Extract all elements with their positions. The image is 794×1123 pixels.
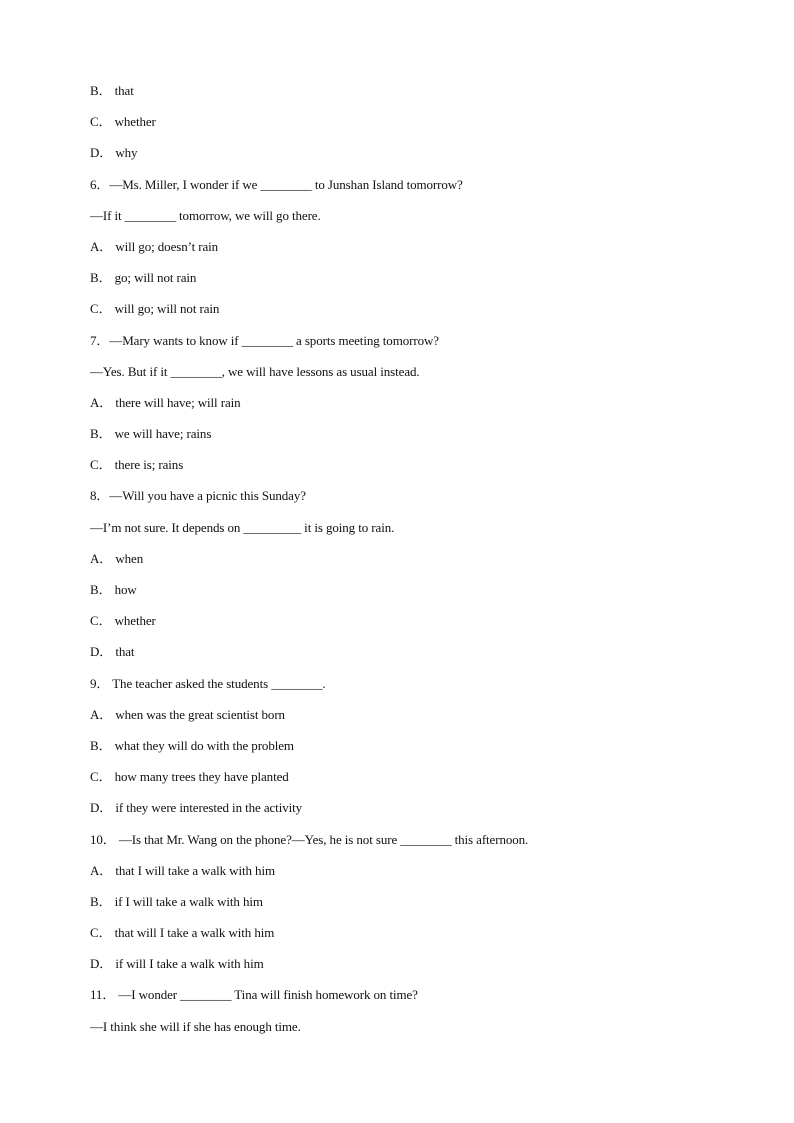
option-b-q7: B． we will have; rains <box>90 426 212 442</box>
question-8-reply: —I’m not sure. It depends on _________ it is going to rain. <box>90 519 395 535</box>
question-10-prompt: 10． —Is that Mr. Wang on the phone?—Yes, he is not sure ________ this afternoon. <box>90 831 529 847</box>
option-a-q7: A． there will have; will rain <box>90 394 241 410</box>
option-c-q5: C． whether <box>90 114 156 130</box>
question-8-prompt: 8．—Will you have a picnic this Sunday? <box>90 488 306 504</box>
question-list <box>90 82 730 1049</box>
option-b-q6: B． go; will not rain <box>90 270 197 286</box>
question-6-reply: —If it ________ tomorrow, we will go there. <box>90 207 321 223</box>
option-a-q10: A． that I will take a walk with him <box>90 862 275 878</box>
option-c-q10: C． that will I take a walk with him <box>90 925 275 941</box>
question-7-prompt: 7．—Mary wants to know if ________ a sports meeting tomorrow? <box>90 332 439 348</box>
option-b-q10: B． if I will take a walk with him <box>90 893 263 909</box>
option-a-q8: A． when <box>90 550 144 566</box>
option-d-q10: D． if will I take a walk with him <box>90 956 264 972</box>
question-6-prompt: 6．—Ms. Miller, I wonder if we ________ to Junshan Island tomorrow? <box>90 176 463 192</box>
option-c-q7: C． there is; rains <box>90 457 184 473</box>
question-7-reply: —Yes. But if it ________, we will have lessons as usual instead. <box>90 363 420 379</box>
option-d-q9: D． if they were interested in the activity <box>90 800 303 816</box>
option-a-q9: A． when was the great scientist born <box>90 706 285 722</box>
option-d-q8: D． that <box>90 644 135 660</box>
option-b-q9: B． what they will do with the problem <box>90 737 294 753</box>
option-c-q8: C． whether <box>90 613 156 629</box>
option-d-q5: D． why <box>90 145 138 161</box>
question-11-prompt: 11． —I wonder ________ Tina will finish homework on time? <box>90 987 418 1003</box>
question-9-prompt: 9． The teacher asked the students ________. <box>90 675 326 691</box>
question-11-reply: —I think she will if she has enough time. <box>90 1018 301 1034</box>
option-b-q5: B． that <box>90 83 134 98</box>
option-c-q6: C． will go; will not rain <box>90 301 220 317</box>
option-b-q8: B． how <box>90 582 137 597</box>
option-c-q9: C． how many trees they have planted <box>90 769 289 785</box>
option-a-q6: A． will go; doesn’t rain <box>90 238 219 254</box>
